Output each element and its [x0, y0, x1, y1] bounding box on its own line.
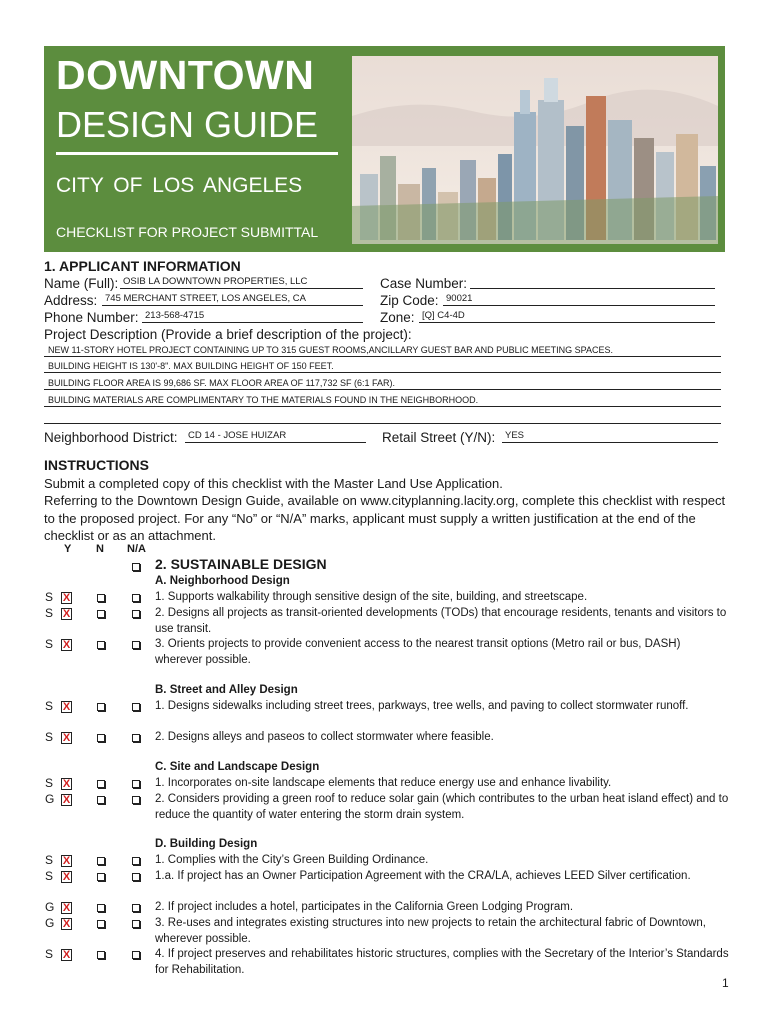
checklist-item-text: 2. Considers providing a green roof to reduce solar gain (which contributes to the urban heat island effect) and to reduce the quantity of water entering the storm drain system. — [155, 793, 729, 821]
city-name: CITY OF LOS ANGELES — [56, 174, 303, 197]
requirement-code: G — [45, 900, 55, 914]
na-checkbox[interactable] — [132, 873, 140, 881]
no-checkbox[interactable] — [97, 641, 105, 649]
title-divider — [56, 152, 338, 155]
requirement-code: S — [45, 947, 54, 961]
requirement-code: S — [45, 699, 54, 713]
checklist-item-text: 4. If project preserves and rehabilitates historic structures, complies with the Secretary of the Interior’s Standards for Rehabilitation. — [155, 948, 729, 976]
instructions-line1: Submit a completed copy of this checklist with the Master Land Use Application. — [44, 476, 503, 491]
name-label: Name (Full): — [44, 276, 119, 291]
no-checkbox[interactable] — [97, 951, 105, 959]
requirement-code: S — [45, 776, 54, 790]
address-label: Address: — [44, 293, 98, 308]
no-checkbox[interactable] — [97, 703, 105, 711]
name-field[interactable]: OSIB LA DOWNTOWN PROPERTIES, LLC — [120, 276, 363, 289]
case-number-field[interactable] — [470, 276, 715, 289]
yes-checkbox-checked[interactable]: X — [62, 639, 71, 651]
zone-field[interactable]: [Q] C4-4D — [419, 310, 715, 323]
column-header-na: N/A — [127, 543, 146, 555]
retail-street-label: Retail Street (Y/N): — [382, 430, 496, 445]
yes-checkbox-checked[interactable]: X — [62, 608, 71, 620]
yes-checkbox-checked[interactable]: X — [62, 949, 71, 961]
yes-checkbox-checked[interactable]: X — [62, 855, 71, 867]
no-checkbox[interactable] — [97, 796, 105, 804]
subsection-heading-b: B. Street and Alley Design — [155, 684, 298, 696]
requirement-code: G — [45, 916, 55, 930]
project-description-blank-line[interactable] — [44, 422, 721, 424]
yes-checkbox-checked[interactable]: X — [62, 918, 71, 930]
skyline-illustration — [352, 56, 718, 244]
neighborhood-district-field[interactable]: CD 14 - JOSE HUIZAR — [185, 430, 366, 443]
title-line2: DESIGN GUIDE — [56, 104, 319, 145]
no-checkbox[interactable] — [97, 920, 105, 928]
na-checkbox[interactable] — [132, 951, 140, 959]
na-checkbox[interactable] — [132, 734, 140, 742]
applicant-heading: 1. APPLICANT INFORMATION — [44, 258, 241, 274]
yes-checkbox-checked[interactable]: X — [62, 701, 71, 713]
neighborhood-district-label: Neighborhood District: — [44, 430, 178, 445]
column-header-no: N — [96, 543, 104, 555]
checklist-item-text: 1. Designs sidewalks including street trees, parkways, tree wells, and paving to collect stormwater runoff. — [155, 700, 689, 712]
checklist-item-text: 1. Supports walkability through sensitive design of the site, building, and streetscape. — [155, 591, 588, 603]
phone-field[interactable]: 213-568-4715 — [142, 310, 363, 323]
checklist-item-text: 1. Incorporates on-site landscape elements that reduce energy use and enhance livability. — [155, 777, 612, 789]
checklist-item-text: 1. Complies with the City’s Green Building Ordinance. — [155, 854, 429, 866]
case-number-label: Case Number: — [380, 276, 468, 291]
no-checkbox[interactable] — [97, 857, 105, 865]
title-line1: DOWNTOWN — [56, 52, 315, 98]
yes-checkbox-checked[interactable]: X — [62, 871, 71, 883]
requirement-code: S — [45, 853, 54, 867]
address-field[interactable]: 745 MERCHANT STREET, LOS ANGELES, CA — [102, 293, 363, 306]
instructions-line2: Referring to the Downtown Design Guide, available on www.cityplanning.lacity.org, complete this checklist with respect to the proposed project. For any “No” or “N/A” marks, applicant must supply a written justification at the end of the checklist or as an attachment. — [44, 493, 726, 543]
subsection-heading-a: A. Neighborhood Design — [155, 575, 290, 587]
checklist-item-text: 2. Designs alleys and paseos to collect stormwater where feasible. — [155, 731, 494, 743]
requirement-code: S — [45, 730, 54, 744]
na-checkbox[interactable] — [132, 796, 140, 804]
checklist-item-text: 3. Re-uses and integrates existing structures into new projects to retain the architectural fabric of Downtown, wherever possible. — [155, 917, 706, 945]
checklist-item-text: 2. If project includes a hotel, participates in the California Green Lodging Program. — [155, 901, 574, 913]
subsection-heading-d: D. Building Design — [155, 838, 258, 850]
zip-field[interactable]: 90021 — [443, 293, 715, 306]
subsection-heading-c: C. Site and Landscape Design — [155, 761, 320, 773]
yes-checkbox-checked[interactable]: X — [62, 902, 71, 914]
checklist-subtitle: CHECKLIST FOR PROJECT SUBMITTAL — [56, 224, 319, 240]
no-checkbox[interactable] — [97, 594, 105, 602]
requirement-code: G — [45, 792, 55, 806]
na-checkbox[interactable] — [132, 610, 140, 618]
yes-checkbox-checked[interactable]: X — [62, 732, 71, 744]
section2-na-checkbox[interactable] — [132, 563, 140, 571]
project-description-line[interactable]: BUILDING FLOOR AREA IS 99,686 SF. MAX FLOOR AREA OF 117,732 SF (6:1 FAR). — [44, 377, 721, 390]
requirement-code: S — [45, 590, 54, 604]
page-number: 1 — [722, 976, 729, 990]
checklist-item-text: 3. Orients projects to provide convenient access to the nearest transit options (Metro rail or bus, DASH) wherever possible. — [155, 638, 681, 666]
no-checkbox[interactable] — [97, 904, 105, 912]
checklist-item-text: 1.a. If project has an Owner Participation Agreement with the CRA/LA, achieves LEED Silver certification. — [155, 870, 691, 882]
na-checkbox[interactable] — [132, 857, 140, 865]
project-description-line[interactable]: BUILDING HEIGHT IS 130'-8". MAX BUILDING HEIGHT OF 150 FEET. — [44, 360, 721, 373]
na-checkbox[interactable] — [132, 780, 140, 788]
project-description-label: Project Description (Provide a brief description of the project): — [44, 327, 412, 342]
na-checkbox[interactable] — [132, 594, 140, 602]
na-checkbox[interactable] — [132, 641, 140, 649]
na-checkbox[interactable] — [132, 904, 140, 912]
section2-heading: 2. SUSTAINABLE DESIGN — [155, 556, 327, 572]
no-checkbox[interactable] — [97, 734, 105, 742]
instructions-heading: INSTRUCTIONS — [44, 457, 149, 473]
no-checkbox[interactable] — [97, 873, 105, 881]
requirement-code: S — [45, 637, 54, 651]
no-checkbox[interactable] — [97, 780, 105, 788]
yes-checkbox-checked[interactable]: X — [62, 778, 71, 790]
project-description-line[interactable]: NEW 11-STORY HOTEL PROJECT CONTAINING UP TO 315 GUEST ROOMS,ANCILLARY GUEST BAR AND PUBLIC MEETING SPACES. — [44, 344, 721, 357]
na-checkbox[interactable] — [132, 703, 140, 711]
column-header-yes: Y — [64, 543, 72, 555]
requirement-code: S — [45, 869, 54, 883]
no-checkbox[interactable] — [97, 610, 105, 618]
header-banner — [44, 46, 725, 252]
zone-label: Zone: — [380, 310, 415, 325]
requirement-code: S — [45, 606, 54, 620]
yes-checkbox-checked[interactable]: X — [62, 794, 71, 806]
phone-label: Phone Number: — [44, 310, 139, 325]
project-description-line[interactable]: BUILDING MATERIALS ARE COMPLIMENTARY TO THE MATERIALS FOUND IN THE NEIGHBORHOOD. — [44, 394, 721, 407]
zip-label: Zip Code: — [380, 293, 439, 308]
checklist-item-text: 2. Designs all projects as transit-oriented developments (TODs) that encourage residents, tenants and visitors to use transit. — [155, 607, 727, 635]
yes-checkbox-checked[interactable]: X — [62, 592, 71, 604]
na-checkbox[interactable] — [132, 920, 140, 928]
retail-street-field[interactable]: YES — [502, 430, 718, 443]
